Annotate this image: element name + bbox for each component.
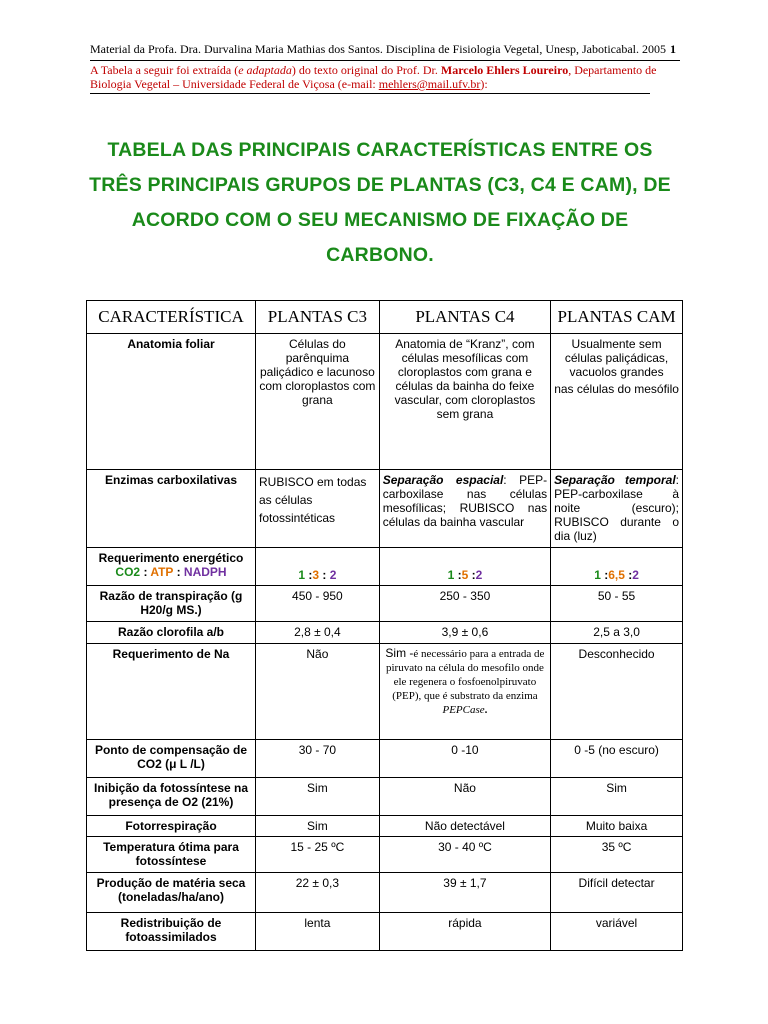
cell-c3: 22 ± 0,3 <box>256 873 380 913</box>
cell-text: Sim - <box>385 646 414 660</box>
header-source: Material da Profa. Dra. Durvalina Maria Mathias dos Santos. Disciplina de Fisiologia Vegetal, Unesp, Jaboticabal. 2005 <box>90 42 666 56</box>
ratio-atp: 5 <box>461 568 469 582</box>
ratio-co2: 1 <box>447 568 455 582</box>
cell-c3: Não <box>256 644 380 740</box>
table-row <box>87 913 683 951</box>
ratio-nadph: 2 <box>475 568 483 582</box>
ratio-nadph: 2 <box>329 568 337 582</box>
cell-note: é necessário para a entrada de piruvato na célula do mesofilo onde ele regenera o fosfoenolpiruvato (PEP), que é substrato da enzima <box>385 648 545 702</box>
cell-cam <box>551 470 683 548</box>
credit-italic: e adaptada <box>238 63 292 77</box>
cell-text: : PEP-carboxilase nas células mesofílicas; RUBISCO nas células da bainha vascular <box>382 473 548 529</box>
credit-text: ) do texto original do Prof. Dr. <box>291 63 441 77</box>
cell-c4 <box>379 644 550 740</box>
cell-text: RUBISCO em todas as células fotossintéticas <box>259 475 367 525</box>
header-c3: PLANTAS C3 <box>256 301 380 334</box>
page-number: 1 <box>670 42 676 56</box>
credit-text: A Tabela a seguir foi extraída ( <box>90 63 239 77</box>
cell-cam: Desconhecido <box>551 644 683 740</box>
table-row <box>87 816 683 837</box>
table-row <box>87 470 683 548</box>
cell-c3: 2,8 ± 0,4 <box>256 622 380 644</box>
cell-c3: Sim <box>256 778 380 816</box>
table-row <box>87 334 683 470</box>
legend-co2: CO2 <box>115 565 141 579</box>
cell-cam: Muito baixa <box>551 816 683 837</box>
cell-c3: 30 - 70 <box>256 740 380 778</box>
cam-text-a: Usualmente sem células paliçádicas, vacuolos grandes <box>564 337 669 379</box>
cell-c4: 250 - 350 <box>379 586 550 622</box>
header-rule <box>90 92 650 94</box>
cell-cam: 2,5 a 3,0 <box>551 622 683 644</box>
header-credit <box>90 63 680 91</box>
credit-text: , Departamento de Biologia Vegetal – Universidade Federal de Viçosa (e-mail: <box>90 63 657 91</box>
ratio-legend <box>90 565 252 579</box>
ratio-co2: 1 <box>594 568 601 582</box>
cell-c3: Sim <box>256 816 380 837</box>
row-label: Produção de matéria seca (toneladas/ha/ano) <box>87 873 256 913</box>
cell-note-end: . <box>484 704 488 716</box>
cell-bold-text: Separação temporal <box>554 473 676 487</box>
row-label: Anatomia foliar <box>87 334 256 470</box>
cell-note-italic: PEPCase <box>442 704 485 716</box>
table-row <box>87 622 683 644</box>
ratio-nadph: 2 <box>632 568 639 582</box>
credit-email-link[interactable]: mehlers@mail.ufv.br <box>378 77 481 91</box>
cell-cam: variável <box>551 913 683 951</box>
legend-atp: ATP <box>150 565 174 579</box>
table-header-row <box>87 301 683 334</box>
cell-c4: 30 - 40 ºC <box>379 837 550 873</box>
cell-c4: 1 :5 :2 <box>379 548 550 586</box>
cell-c3: 450 - 950 <box>256 586 380 622</box>
credit-text: ): <box>480 77 488 91</box>
table-row <box>87 548 683 586</box>
legend-nadph: NADPH <box>183 565 227 579</box>
cell-text: : PEP-carboxilase à noite (escuro); RUBISCO durante o dia (luz) <box>554 473 679 543</box>
cell-c3 <box>256 470 380 548</box>
credit-author: Marcelo Ehlers Loureiro <box>440 63 569 77</box>
table-row <box>87 873 683 913</box>
ratio-atp: 6,5 <box>608 568 625 582</box>
ratio-atp: 3 <box>312 568 320 582</box>
cell-cam: 35 ºC <box>551 837 683 873</box>
legend-sep: : <box>140 565 151 579</box>
cell-cam: Sim <box>551 778 683 816</box>
table-row <box>87 586 683 622</box>
row-label: Ponto de compensação de CO2 (μ L /L) <box>87 740 256 778</box>
row-label-text: Requerimento energético <box>98 551 244 565</box>
row-label: Razão de transpiração (g H20/g MS.) <box>87 586 256 622</box>
row-label: Redistribuição de fotoassimilados <box>87 913 256 951</box>
cell-c3: lenta <box>256 913 380 951</box>
row-label: Razão clorofila a/b <box>87 622 256 644</box>
cell-c3: 15 - 25 ºC <box>256 837 380 873</box>
row-label <box>87 548 256 586</box>
cell-c4 <box>379 470 550 548</box>
cell-c4: Não <box>379 778 550 816</box>
page-header <box>90 42 680 94</box>
header-caracteristica: CARACTERÍSTICA <box>87 301 256 334</box>
cell-cam: 50 - 55 <box>551 586 683 622</box>
cell-c4: rápida <box>379 913 550 951</box>
document-title: TABELA DAS PRINCIPAIS CARACTERÍSTICAS ENTRE OS TRÊS PRINCIPAIS GRUPOS DE PLANTAS (C3, C4 E CAM), DE ACORDO COM O SEU MECANISMO DE FIXAÇÃO DE CARBONO. <box>89 139 671 266</box>
comparison-table <box>86 300 683 951</box>
cell-cam: 0 -5 (no escuro) <box>551 740 683 778</box>
table-row <box>87 837 683 873</box>
cell-bold-text: Separação espacial <box>382 473 504 487</box>
header-line <box>90 42 680 61</box>
header-cam: PLANTAS CAM <box>551 301 683 334</box>
cam-text-b: nas células do mesófilo <box>554 382 679 396</box>
row-label: Fotorrespiração <box>87 816 256 837</box>
cell-c4: Anatomia de “Kranz”, com células mesofílicas com cloroplastos com grana e células da bainha do feixe vascular, com cloroplastos sem grana <box>379 334 550 470</box>
cell-c3: 1 :3 : 2 <box>256 548 380 586</box>
table-row <box>87 778 683 816</box>
table-row <box>87 644 683 740</box>
header-c4: PLANTAS C4 <box>379 301 550 334</box>
cell-c3: Células do parênquima paliçádico e lacunoso com cloroplastos com grana <box>256 334 380 470</box>
cell-c4: Não detectável <box>379 816 550 837</box>
cell-c4: 3,9 ± 0,6 <box>379 622 550 644</box>
legend-sep: : <box>173 565 184 579</box>
cell-cam <box>551 334 683 470</box>
cell-cam: 1 :6,5 :2 <box>551 548 683 586</box>
row-label: Inibição da fotossíntese na presença de O2 (21%) <box>87 778 256 816</box>
ratio-co2: 1 <box>298 568 306 582</box>
row-label: Enzimas carboxilativas <box>87 470 256 548</box>
cell-c4: 39 ± 1,7 <box>379 873 550 913</box>
row-label: Requerimento de Na <box>87 644 256 740</box>
table-row <box>87 740 683 778</box>
cell-c4: 0 -10 <box>379 740 550 778</box>
cell-cam: Difícil detectar <box>551 873 683 913</box>
row-label: Temperatura ótima para fotossíntese <box>87 837 256 873</box>
